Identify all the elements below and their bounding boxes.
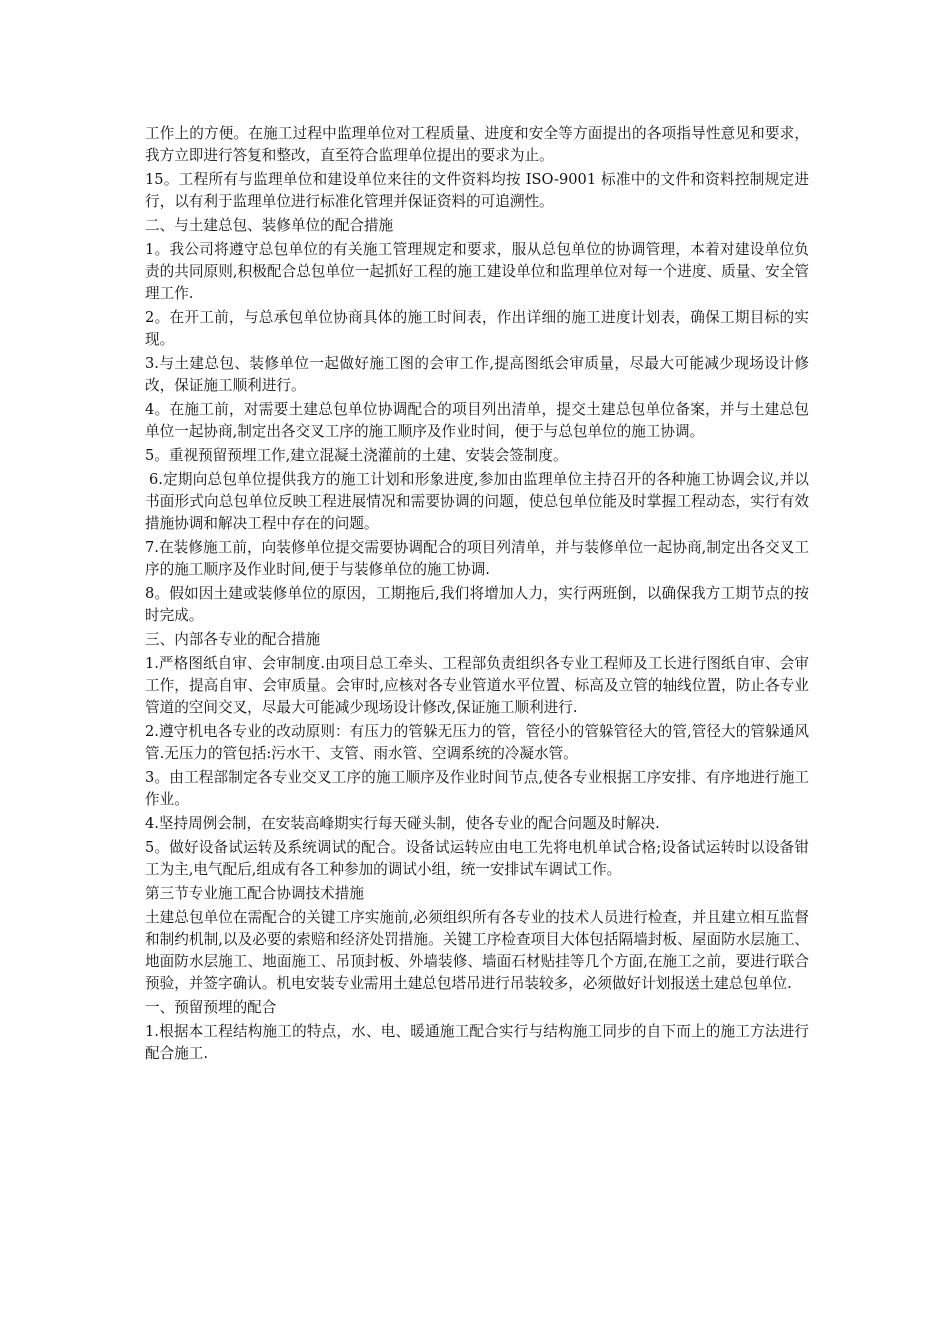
paragraph: 1.根据本工程结构施工的特点，水、电、暖通施工配合实行与结构施工同步的自下而上的施工方法进行配合施工. (145, 1023, 809, 1062)
paragraph: 1.严格图纸自审、会审制度.由项目总工牵头、工程部负责组织各专业工程师及工长进行图纸自审、会审工作，提高自审、会审质量。会审时,应核对各专业管道水平位置、标高及立管的轴线位置，防止各专业管道的空间交叉，尽最大可能减少现场设计修改,保证施工顺利进行. (145, 655, 809, 716)
paragraph: 3.与土建总包、装修单位一起做好施工图的会审工作,提高图纸会审质量，尽最大可能减少现场设计修改，保证施工顺利进行。 (145, 355, 809, 394)
section-heading: 第三节专业施工配合协调技术措施 (145, 885, 364, 902)
paragraph: 2。在开工前，与总承包单位协商具体的施工时间表，作出详细的施工进度计划表，确保工期目标的实现。 (145, 309, 809, 348)
paragraph: 6.定期向总包单位提供我方的施工计划和形象进度,参加由监理单位主持召开的各种施工协调会议,并以书面形式向总包单位反映工程进展情况和需要协调的问题，使总包单位能及时掌握工程动态，实行有效措施协调和解决工程中存在的问题。 (145, 471, 809, 532)
paragraph: 4。在施工前，对需要土建总包单位协调配合的项目列出清单，提交土建总包单位备案，并与土建总包单位一起协商,制定出各交叉工序的施工顺序及作业时间，便于与总包单位的施工协调。 (145, 401, 809, 440)
paragraph: 5。重视预留预埋工作,建立混凝土浇灌前的土建、安装会签制度。 (145, 447, 568, 464)
paragraph: 5。做好设备试运转及系统调试的配合。设备试运转应由电工先将电机单试合格;设备试运转时以设备钳工为主,电气配后,组成有各工种参加的调试小组，统一安排试车调试工作。 (145, 839, 809, 878)
section-heading: 三、内部各专业的配合措施 (145, 631, 321, 648)
paragraph: 15。工程所有与监理单位和建设单位来往的文件资料均按 ISO-9001 标准中的文件和资料控制规定进行，以有利于监理单位进行标准化管理并保证资料的可追溯性。 (145, 171, 809, 210)
paragraph: 4.坚持周例会制，在安装高峰期实行每天碰头制，使各专业的配合问题及时解决. (145, 815, 660, 832)
section-heading: 二、与土建总包、装修单位的配合措施 (145, 217, 394, 234)
section-heading: 一、预留预埋的配合 (145, 999, 277, 1016)
paragraph: 1。我公司将遵守总包单位的有关施工管理规定和要求，服从总包单位的协调管理，本着对建设单位负责的共同原则,积极配合总包单位一起抓好工程的施工建设单位和监理单位对每一个进度、质量、安全管理工作. (145, 241, 809, 302)
paragraph: 3。由工程部制定各专业交叉工序的施工顺序及作业时间节点,使各专业根据工序安排、有序地进行施工作业。 (145, 769, 809, 808)
paragraph: 土建总包单位在需配合的关键工序实施前,必须组织所有各专业的技术人员进行检查，并且建立相互监督和制约机制,以及必要的索赔和经济处罚措施。关键工序检查项目大体包括隔墙封板、屋面防水层施工、地面防水层施工、地面施工、吊顶封板、外墙装修、墙面石材贴挂等几个方面,在施工之前，要进行联合预验，并签字确认。机电安装专业需用土建总包塔吊进行吊装较多，必须做好计划报送土建总包单位. (145, 909, 809, 992)
paragraph: 2.遵守机电各专业的改动原则：有压力的管躲无压力的管，管径小的管躲管径大的管,管径大的管躲通风管.无压力的管包括:污水干、支管、雨水管、空调系统的冷凝水管。 (145, 723, 809, 762)
document-body (145, 123, 809, 1067)
paragraph: 工作上的方便。在施工过程中监理单位对工程质量、进度和安全等方面提出的各项指导性意见和要求，我方立即进行答复和整改，直至符合监理单位提出的要求为止。 (145, 125, 809, 164)
paragraph: 8。假如因土建或装修单位的原因，工期拖后,我们将增加人力，实行两班倒，以确保我方工期节点的按时完成。 (145, 585, 809, 624)
paragraph: 7.在装修施工前，向装修单位提交需要协调配合的项目列清单，并与装修单位一起协商,制定出各交叉工序的施工顺序及作业时间,便于与装修单位的施工协调. (145, 539, 809, 578)
